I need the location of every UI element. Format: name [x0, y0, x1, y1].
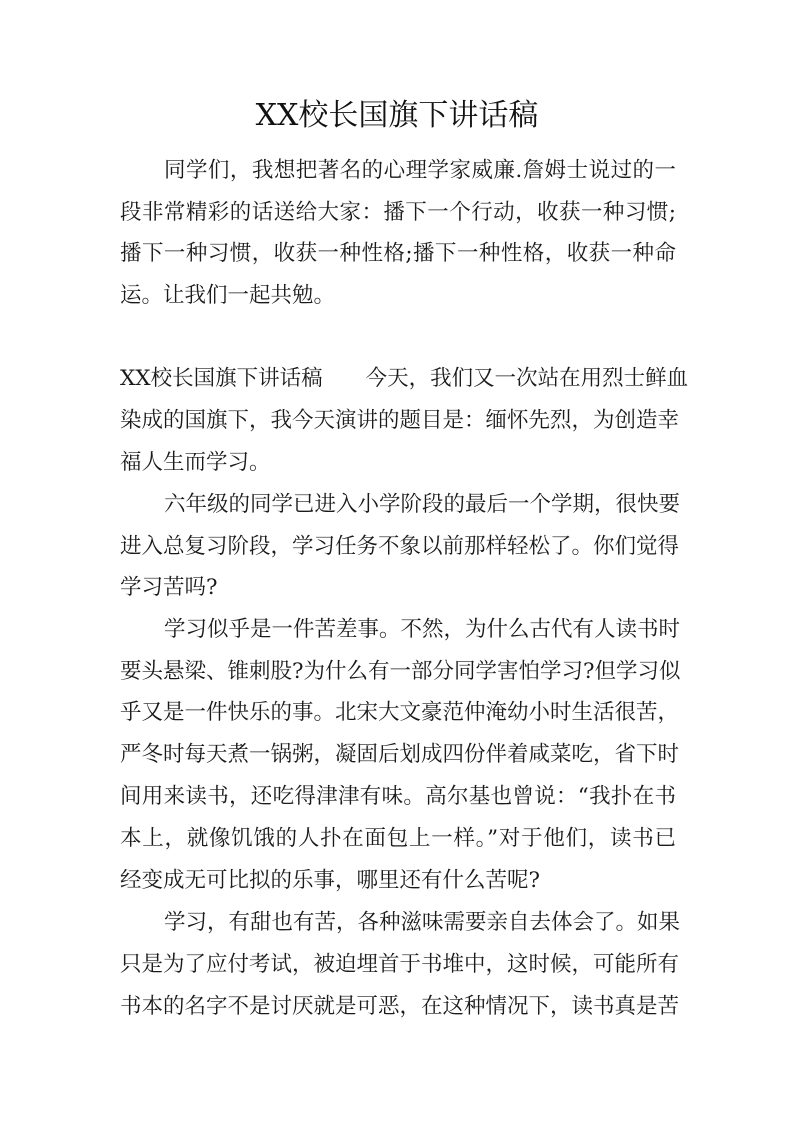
paragraph-line: 播下一种习惯，收获一种性格;播下一种性格，收获一种命	[120, 241, 676, 266]
paragraph-line: 六年级的同学已进入小学阶段的最后一个学期，很快要	[164, 492, 681, 517]
paragraph-line: 本上，就像饥饿的人扑在面包上一样。”对于他们，读书已	[120, 826, 676, 851]
paragraph-line: 染成的国旗下，我今天演讲的题目是：缅怀先烈，为创造幸	[120, 408, 680, 433]
paragraph-line: 要头悬梁、锥刺股?为什么有一部分同学害怕学习?但学习似	[120, 659, 681, 684]
paragraph-line: 福人生而学习。	[120, 450, 271, 475]
paragraph-line: 书本的名字不是讨厌就是可恶，在这种情况下，读书真是苦	[120, 994, 680, 1019]
paragraph-line: 学习，有甜也有苦，各种滋味需要亲自去体会了。如果	[164, 910, 681, 935]
paragraph-line: 同学们，我想把著名的心理学家威廉.詹姆士说过的一	[164, 158, 676, 183]
paragraph-line: XX校长国旗下讲话稿 今天，我们又一次站在用烈士鲜血	[120, 366, 689, 391]
paragraph-line: 经变成无可比拟的乐事，哪里还有什么苦呢?	[120, 868, 541, 893]
document-title: XX校长国旗下讲话稿	[255, 98, 539, 133]
paragraph-line: 学习苦吗?	[120, 575, 218, 600]
paragraph-line: 段非常精彩的话送给大家：播下一个行动，收获一种习惯;	[120, 200, 676, 225]
paragraph-line: 只是为了应付考试，被迫埋首于书堆中，这时候，可能所有	[120, 952, 680, 977]
paragraph-line: 进入总复习阶段，学习任务不象以前那样轻松了。你们觉得	[120, 534, 680, 559]
paragraph-line: 学习似乎是一件苦差事。不然，为什么古代有人读书时	[164, 617, 681, 642]
paragraph-line: 运。让我们一起共勉。	[120, 283, 336, 308]
paragraph-line: 乎又是一件快乐的事。北宋大文豪范仲淹幼小时生活很苦，	[120, 700, 680, 725]
paragraph-line: 严冬时每天煮一锅粥，凝固后划成四份伴着咸菜吃，省下时	[120, 742, 680, 767]
paragraph-line: 间用来读书，还吃得津津有味。高尔基也曾说：“我扑在书	[120, 784, 676, 809]
